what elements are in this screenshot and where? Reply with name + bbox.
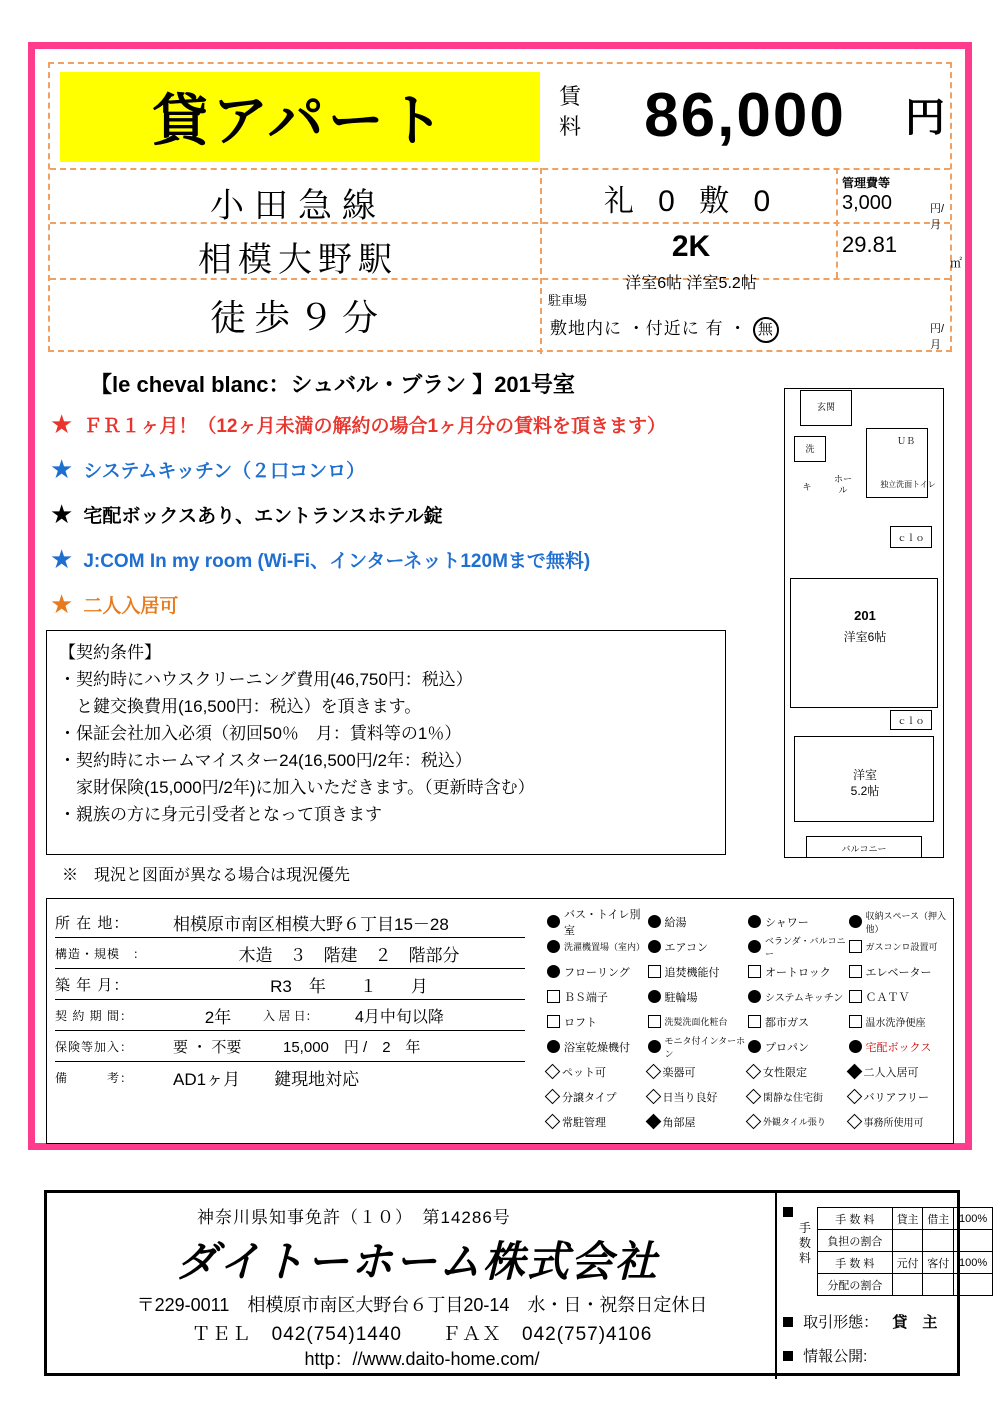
disclosure-row bbox=[783, 1345, 867, 1366]
fp-hall-label: ホール bbox=[833, 474, 852, 495]
amenity-label: ＢＳ端子 bbox=[564, 991, 608, 1004]
amenity-item[interactable] bbox=[547, 934, 646, 959]
amenity-label: 事務所使用可 bbox=[863, 1118, 924, 1129]
amenity-label: 常駐管理 bbox=[562, 1116, 606, 1129]
checkbox-icon[interactable] bbox=[846, 1089, 862, 1105]
amenity-item[interactable] bbox=[648, 959, 747, 984]
fee-name2: 負担の割合 bbox=[818, 1230, 893, 1252]
fp-room1-label: 洋室6帖 bbox=[843, 630, 887, 644]
amenity-label: 収納スペース（押入他） bbox=[865, 910, 947, 934]
details-left-column bbox=[55, 907, 525, 1093]
property-type-badge: 貸アパート bbox=[60, 72, 540, 162]
amenity-label: バリアフリー bbox=[863, 1091, 930, 1104]
amenity-label: 楽器可 bbox=[662, 1066, 696, 1079]
parking-value bbox=[550, 314, 779, 343]
row-label: 所 在 地： bbox=[55, 914, 130, 932]
checkbox-icon[interactable] bbox=[746, 1064, 762, 1080]
amenity-label: 分譲タイプ bbox=[562, 1091, 617, 1104]
star-icon: ★ bbox=[50, 543, 74, 574]
amenity-item[interactable] bbox=[648, 984, 747, 1009]
checkbox-icon[interactable] bbox=[645, 1064, 661, 1080]
fee-name2: 分配の割合 bbox=[818, 1274, 893, 1296]
amenity-item[interactable] bbox=[547, 1009, 646, 1034]
conditions-line: 家財保険(15,000円/2年)に加入いただきます。（更新時含む） bbox=[59, 778, 535, 797]
company-address: 〒229-0011 相模原市南区大野台６丁目20-14 水・日・祝祭日定休日 bbox=[136, 1295, 708, 1315]
header-table bbox=[48, 62, 963, 352]
row-label-secondary: 入 居 日： bbox=[263, 1008, 318, 1023]
contract-conditions bbox=[46, 630, 726, 855]
conditions-line: ・契約時にホームマイスター24(16,500円/2年：税込） bbox=[59, 751, 472, 770]
amenity-item[interactable] bbox=[648, 909, 747, 934]
fee-blank bbox=[954, 1230, 993, 1252]
fee-blank bbox=[954, 1274, 993, 1296]
amenity-label: バス・トイレ別室 bbox=[564, 908, 641, 937]
amenity-item[interactable] bbox=[748, 1009, 847, 1034]
conditions-line: と鍵交換費用(16,500円：税込）を頂きます。 bbox=[59, 697, 422, 716]
room-sizes: 洋室6帖 洋室5.2帖 bbox=[625, 275, 757, 292]
amenity-label: 女性限定 bbox=[763, 1066, 807, 1079]
row-value: R3 年 １ 月 bbox=[270, 976, 428, 996]
checkbox-icon[interactable] bbox=[748, 965, 761, 978]
mgmt-fee-label: 管理費等 bbox=[842, 176, 891, 190]
checkbox-icon[interactable] bbox=[748, 990, 761, 1003]
checkbox-icon[interactable] bbox=[846, 1114, 862, 1130]
amenity-item[interactable] bbox=[849, 959, 948, 984]
amenity-item[interactable] bbox=[547, 984, 646, 1009]
amenity-label: オートロック bbox=[765, 966, 831, 979]
disclosure-label: 情報公開: bbox=[803, 1348, 868, 1365]
amenity-label: システムキッチン bbox=[765, 993, 844, 1004]
feature-bullet bbox=[50, 498, 740, 530]
reikin-shikikin: 礼 0 敷 0 bbox=[603, 185, 779, 218]
table-row bbox=[55, 938, 525, 969]
fee-party-a: 元付 bbox=[892, 1252, 923, 1274]
amenity-item[interactable] bbox=[547, 1034, 646, 1059]
amenity-label: エアコン bbox=[664, 941, 708, 954]
fee-pct: 100% bbox=[954, 1252, 993, 1274]
feature-text: ＦＲ１ヶ月！（12ヶ月未満の解約の場合1ヶ月分の賃料を頂きます） bbox=[83, 415, 667, 437]
fp-kitchen-label: キ bbox=[802, 482, 812, 492]
amenity-label: ＣＡＴＶ bbox=[865, 991, 910, 1004]
feature-bullet bbox=[50, 588, 740, 620]
checkbox-icon[interactable] bbox=[849, 915, 862, 928]
amenity-label: エレベーター bbox=[865, 966, 932, 979]
feature-bullet bbox=[50, 543, 740, 575]
table-row bbox=[818, 1274, 993, 1296]
table-row bbox=[55, 969, 525, 1000]
star-icon: ★ bbox=[50, 498, 74, 529]
amenity-label: ロフト bbox=[564, 1016, 597, 1029]
amenity-item[interactable] bbox=[648, 1034, 747, 1059]
amenity-item[interactable] bbox=[748, 1109, 847, 1134]
area-unit: ㎡ bbox=[950, 256, 963, 270]
amenity-item[interactable] bbox=[748, 1084, 847, 1109]
checkbox-icon[interactable] bbox=[547, 965, 560, 978]
amenity-item[interactable] bbox=[748, 1034, 847, 1059]
fee-table bbox=[817, 1207, 993, 1296]
fee-blank bbox=[923, 1230, 954, 1252]
checkbox-icon[interactable] bbox=[849, 965, 862, 978]
amenity-checklist bbox=[547, 909, 947, 1134]
current-state-note: ※ 現況と図面が異なる場合は現況優先 bbox=[62, 867, 351, 884]
amenity-item[interactable] bbox=[748, 909, 847, 934]
checkbox-icon[interactable] bbox=[748, 1015, 761, 1028]
parking-prefix: 敷地内に ・付近に 有 ・ bbox=[550, 319, 748, 338]
checkbox-icon[interactable] bbox=[849, 990, 862, 1003]
amenity-label: ペット可 bbox=[562, 1066, 606, 1079]
row-value: 2年 bbox=[204, 1007, 232, 1027]
floorplan bbox=[770, 388, 960, 868]
company-tel-fax: ＴＥＬ 042(754)1440 ＦＡＸ 042(757)4106 bbox=[191, 1324, 653, 1345]
checkbox-icon[interactable] bbox=[846, 1064, 862, 1080]
feature-text: 宅配ボックスあり、エントランスホテル錠 bbox=[83, 505, 443, 527]
amenity-label: フローリング bbox=[564, 966, 630, 979]
table-row bbox=[818, 1252, 993, 1274]
parking-unit: 円/月 bbox=[930, 323, 945, 351]
checkbox-icon[interactable] bbox=[746, 1114, 762, 1130]
fee-party-b: 客付 bbox=[923, 1252, 954, 1274]
checkbox-icon[interactable] bbox=[547, 990, 560, 1003]
row-label: 備 考： bbox=[55, 1071, 134, 1085]
checkbox-icon[interactable] bbox=[648, 1015, 661, 1028]
fee-name1: 手 数 料 bbox=[818, 1252, 893, 1274]
amenity-label: 洗濯機置場（室内） bbox=[564, 942, 646, 952]
amenity-item[interactable] bbox=[648, 1109, 747, 1134]
checkbox-icon[interactable] bbox=[547, 940, 560, 953]
checkbox-icon[interactable] bbox=[849, 1040, 862, 1053]
footer-divider bbox=[775, 1193, 777, 1379]
checkbox-icon[interactable] bbox=[645, 1114, 661, 1130]
amenity-item[interactable] bbox=[648, 1059, 747, 1084]
row-label: 築 年 月： bbox=[55, 976, 130, 994]
checkbox-icon[interactable] bbox=[545, 1064, 561, 1080]
amenity-label: 閑静な住宅街 bbox=[763, 1093, 823, 1104]
fp-ub-label: ＵＢ bbox=[896, 436, 915, 446]
amenity-label: 宅配ボックス bbox=[865, 1041, 932, 1054]
conditions-line: ・親族の方に身元引受者となって頂きます bbox=[59, 805, 382, 824]
amenity-item[interactable] bbox=[849, 1084, 948, 1109]
table-row bbox=[55, 907, 525, 938]
layout-type: 2K bbox=[671, 230, 711, 263]
rent-label: 賃料 bbox=[558, 84, 581, 139]
amenity-item[interactable] bbox=[748, 1059, 847, 1084]
feature-text: 二人入居可 bbox=[83, 595, 179, 617]
amenity-item[interactable] bbox=[547, 1059, 646, 1084]
amenity-label: 洗髪洗面化粧台 bbox=[664, 1017, 728, 1027]
row-value: 要 ・ 不要 bbox=[173, 1038, 242, 1056]
row-value-secondary: 15,000 円 / 2 年 bbox=[283, 1038, 421, 1056]
feature-bullet bbox=[50, 453, 740, 485]
row-value: 木造 ３ 階建 ２ 階部分 bbox=[238, 945, 460, 965]
feature-text: システムキッチン（２口コンロ） bbox=[83, 460, 366, 482]
amenity-label: 日当り良好 bbox=[662, 1091, 718, 1104]
rent-unit: 円 bbox=[905, 96, 945, 140]
star-icon: ★ bbox=[50, 408, 74, 439]
amenity-label: ベランダ・バルコニー bbox=[765, 935, 846, 959]
amenity-item[interactable] bbox=[849, 909, 948, 934]
license-number: 神奈川県知事免許（１０） 第14286号 bbox=[197, 1208, 511, 1227]
amenity-item[interactable] bbox=[849, 984, 948, 1009]
row-value: AD1ヶ月 鍵現地対応 bbox=[173, 1070, 360, 1089]
amenity-label: 温水洗浄便座 bbox=[865, 1018, 926, 1029]
amenity-label: 浴室乾燥機付 bbox=[564, 1041, 630, 1054]
amenity-label: 追焚機能付 bbox=[664, 966, 720, 979]
mgmt-fee-unit: 円/月 bbox=[930, 203, 945, 231]
train-line: 小田急線 bbox=[210, 187, 386, 225]
amenity-item[interactable] bbox=[748, 984, 847, 1009]
fp-washer-label: 洗 bbox=[805, 444, 815, 454]
fee-blank bbox=[923, 1274, 954, 1296]
fp-toilet-label: 独立洗面トイレ bbox=[880, 480, 936, 489]
amenity-item[interactable] bbox=[648, 934, 747, 959]
feature-text: J:COM In my room (Wi-Fi、インターネット120Mまで無料) bbox=[83, 550, 591, 572]
amenity-item[interactable] bbox=[547, 1084, 646, 1109]
amenity-item[interactable] bbox=[849, 1109, 948, 1134]
feature-bullets bbox=[50, 408, 740, 633]
parking-none-circled: 無 bbox=[753, 317, 779, 343]
fee-blank bbox=[892, 1230, 923, 1252]
fee-party-a: 貸主 bbox=[892, 1208, 923, 1230]
checkbox-icon[interactable] bbox=[849, 1015, 862, 1028]
fp-closet1-label: ｃｌｏ bbox=[897, 533, 925, 543]
fp-entrance-label: 玄関 bbox=[816, 402, 835, 412]
conditions-title: 【契約条件】 bbox=[59, 643, 161, 662]
amenity-label: 駐輪場 bbox=[664, 991, 698, 1004]
deal-type-row bbox=[783, 1311, 937, 1332]
row-value-secondary: 4月中旬以降 bbox=[355, 1008, 444, 1026]
fee-party-b: 借主 bbox=[923, 1208, 954, 1230]
table-row bbox=[818, 1230, 993, 1252]
checkbox-icon[interactable] bbox=[645, 1089, 661, 1105]
amenity-item[interactable] bbox=[547, 1109, 646, 1134]
checkbox-icon[interactable] bbox=[648, 1040, 661, 1053]
fp-room2-label-2: 5.2帖 bbox=[850, 784, 880, 798]
checkbox-icon[interactable] bbox=[545, 1089, 561, 1105]
bullet-square-icon bbox=[783, 1317, 793, 1327]
amenity-item[interactable] bbox=[648, 1084, 747, 1109]
checkbox-icon[interactable] bbox=[746, 1089, 762, 1105]
fee-blank bbox=[892, 1274, 923, 1296]
company-name: ダイトーホーム株式会社 bbox=[175, 1237, 659, 1286]
amenity-label: 給湯 bbox=[664, 916, 687, 929]
parking-label: 駐車場 bbox=[548, 293, 588, 308]
fp-closet2-label: ｃｌｏ bbox=[897, 716, 925, 726]
company-footer bbox=[44, 1190, 988, 1376]
amenity-label: 二人入居可 bbox=[863, 1066, 919, 1079]
checkbox-icon[interactable] bbox=[648, 940, 661, 953]
amenity-item[interactable] bbox=[748, 934, 847, 959]
amenity-label: モニタ付インターホン bbox=[664, 1035, 746, 1059]
amenity-item[interactable] bbox=[849, 1059, 948, 1084]
details-table bbox=[46, 898, 954, 1144]
amenity-label: ガスコンロ設置可 bbox=[865, 942, 938, 952]
checkbox-icon[interactable] bbox=[849, 940, 862, 953]
table-row bbox=[55, 1000, 525, 1031]
amenity-item[interactable] bbox=[849, 1034, 948, 1059]
conditions-line: ・保証会社加入必須（初回50％ 月：賃料等の1％） bbox=[59, 724, 462, 743]
conditions-line: ・契約時にハウスクリーニング費用(46,750円：税込） bbox=[59, 670, 473, 689]
property-name: 【le cheval blanc：シュバル・ブラン 】201号室 bbox=[90, 372, 575, 397]
star-icon: ★ bbox=[50, 588, 74, 619]
amenity-label: 角部屋 bbox=[662, 1116, 696, 1129]
area-value: 29.81 bbox=[842, 232, 898, 257]
amenity-item[interactable] bbox=[748, 959, 847, 984]
company-url[interactable]: http：//www.daito-home.com/ bbox=[304, 1349, 540, 1369]
checkbox-icon[interactable] bbox=[748, 1040, 761, 1053]
amenity-item[interactable] bbox=[849, 1009, 948, 1034]
fp-balcony-label: バルコニー bbox=[841, 844, 887, 854]
rent-value: 86,000 bbox=[644, 81, 846, 150]
amenity-item[interactable] bbox=[547, 959, 646, 984]
checkbox-icon[interactable] bbox=[547, 1015, 560, 1028]
feature-bullet bbox=[50, 408, 740, 440]
checkbox-icon[interactable] bbox=[545, 1114, 561, 1130]
row-value: 相模原市南区相模大野６丁目15－28 bbox=[173, 914, 449, 934]
checkbox-icon[interactable] bbox=[748, 940, 761, 953]
checkbox-icon[interactable] bbox=[547, 1040, 560, 1053]
amenity-label: 都市ガス bbox=[765, 1016, 809, 1029]
checkbox-icon[interactable] bbox=[648, 915, 661, 928]
deal-type-label: 取引形態： bbox=[803, 1314, 879, 1331]
checkbox-icon[interactable] bbox=[648, 990, 661, 1003]
amenity-item[interactable] bbox=[547, 908, 646, 937]
mgmt-fee-value: 3,000 bbox=[842, 192, 893, 214]
amenity-item[interactable] bbox=[648, 1009, 747, 1034]
table-row bbox=[55, 1031, 525, 1062]
fee-label: 手数料 bbox=[799, 1221, 812, 1265]
row-label: 契 約 期 間： bbox=[55, 1008, 134, 1023]
fee-pct: 100% bbox=[954, 1208, 993, 1230]
deal-type-value: 貸 主 bbox=[892, 1314, 938, 1331]
walk-time: 徒歩９分 bbox=[209, 297, 386, 338]
amenity-label: 外観タイル張り bbox=[763, 1117, 826, 1127]
star-icon: ★ bbox=[50, 453, 74, 484]
station-name: 相模大野駅 bbox=[198, 241, 398, 279]
amenity-label: プロパン bbox=[765, 1041, 809, 1054]
row-label: 保険等加入： bbox=[55, 1039, 134, 1054]
checkbox-icon[interactable] bbox=[648, 965, 661, 978]
bullet-square-icon bbox=[783, 1351, 793, 1361]
checkbox-icon[interactable] bbox=[547, 915, 560, 928]
row-label: 構造・規模 ： bbox=[55, 946, 147, 961]
table-row bbox=[55, 1062, 525, 1093]
fp-room2-label-1: 洋室 bbox=[852, 768, 877, 782]
amenity-item[interactable] bbox=[849, 934, 948, 959]
fp-room-number: 201 bbox=[854, 608, 876, 623]
table-row bbox=[818, 1208, 993, 1230]
fee-marker-icon bbox=[783, 1205, 799, 1220]
checkbox-icon[interactable] bbox=[748, 915, 761, 928]
fee-name1: 手 数 料 bbox=[818, 1208, 893, 1230]
amenity-label: シャワー bbox=[765, 916, 809, 929]
